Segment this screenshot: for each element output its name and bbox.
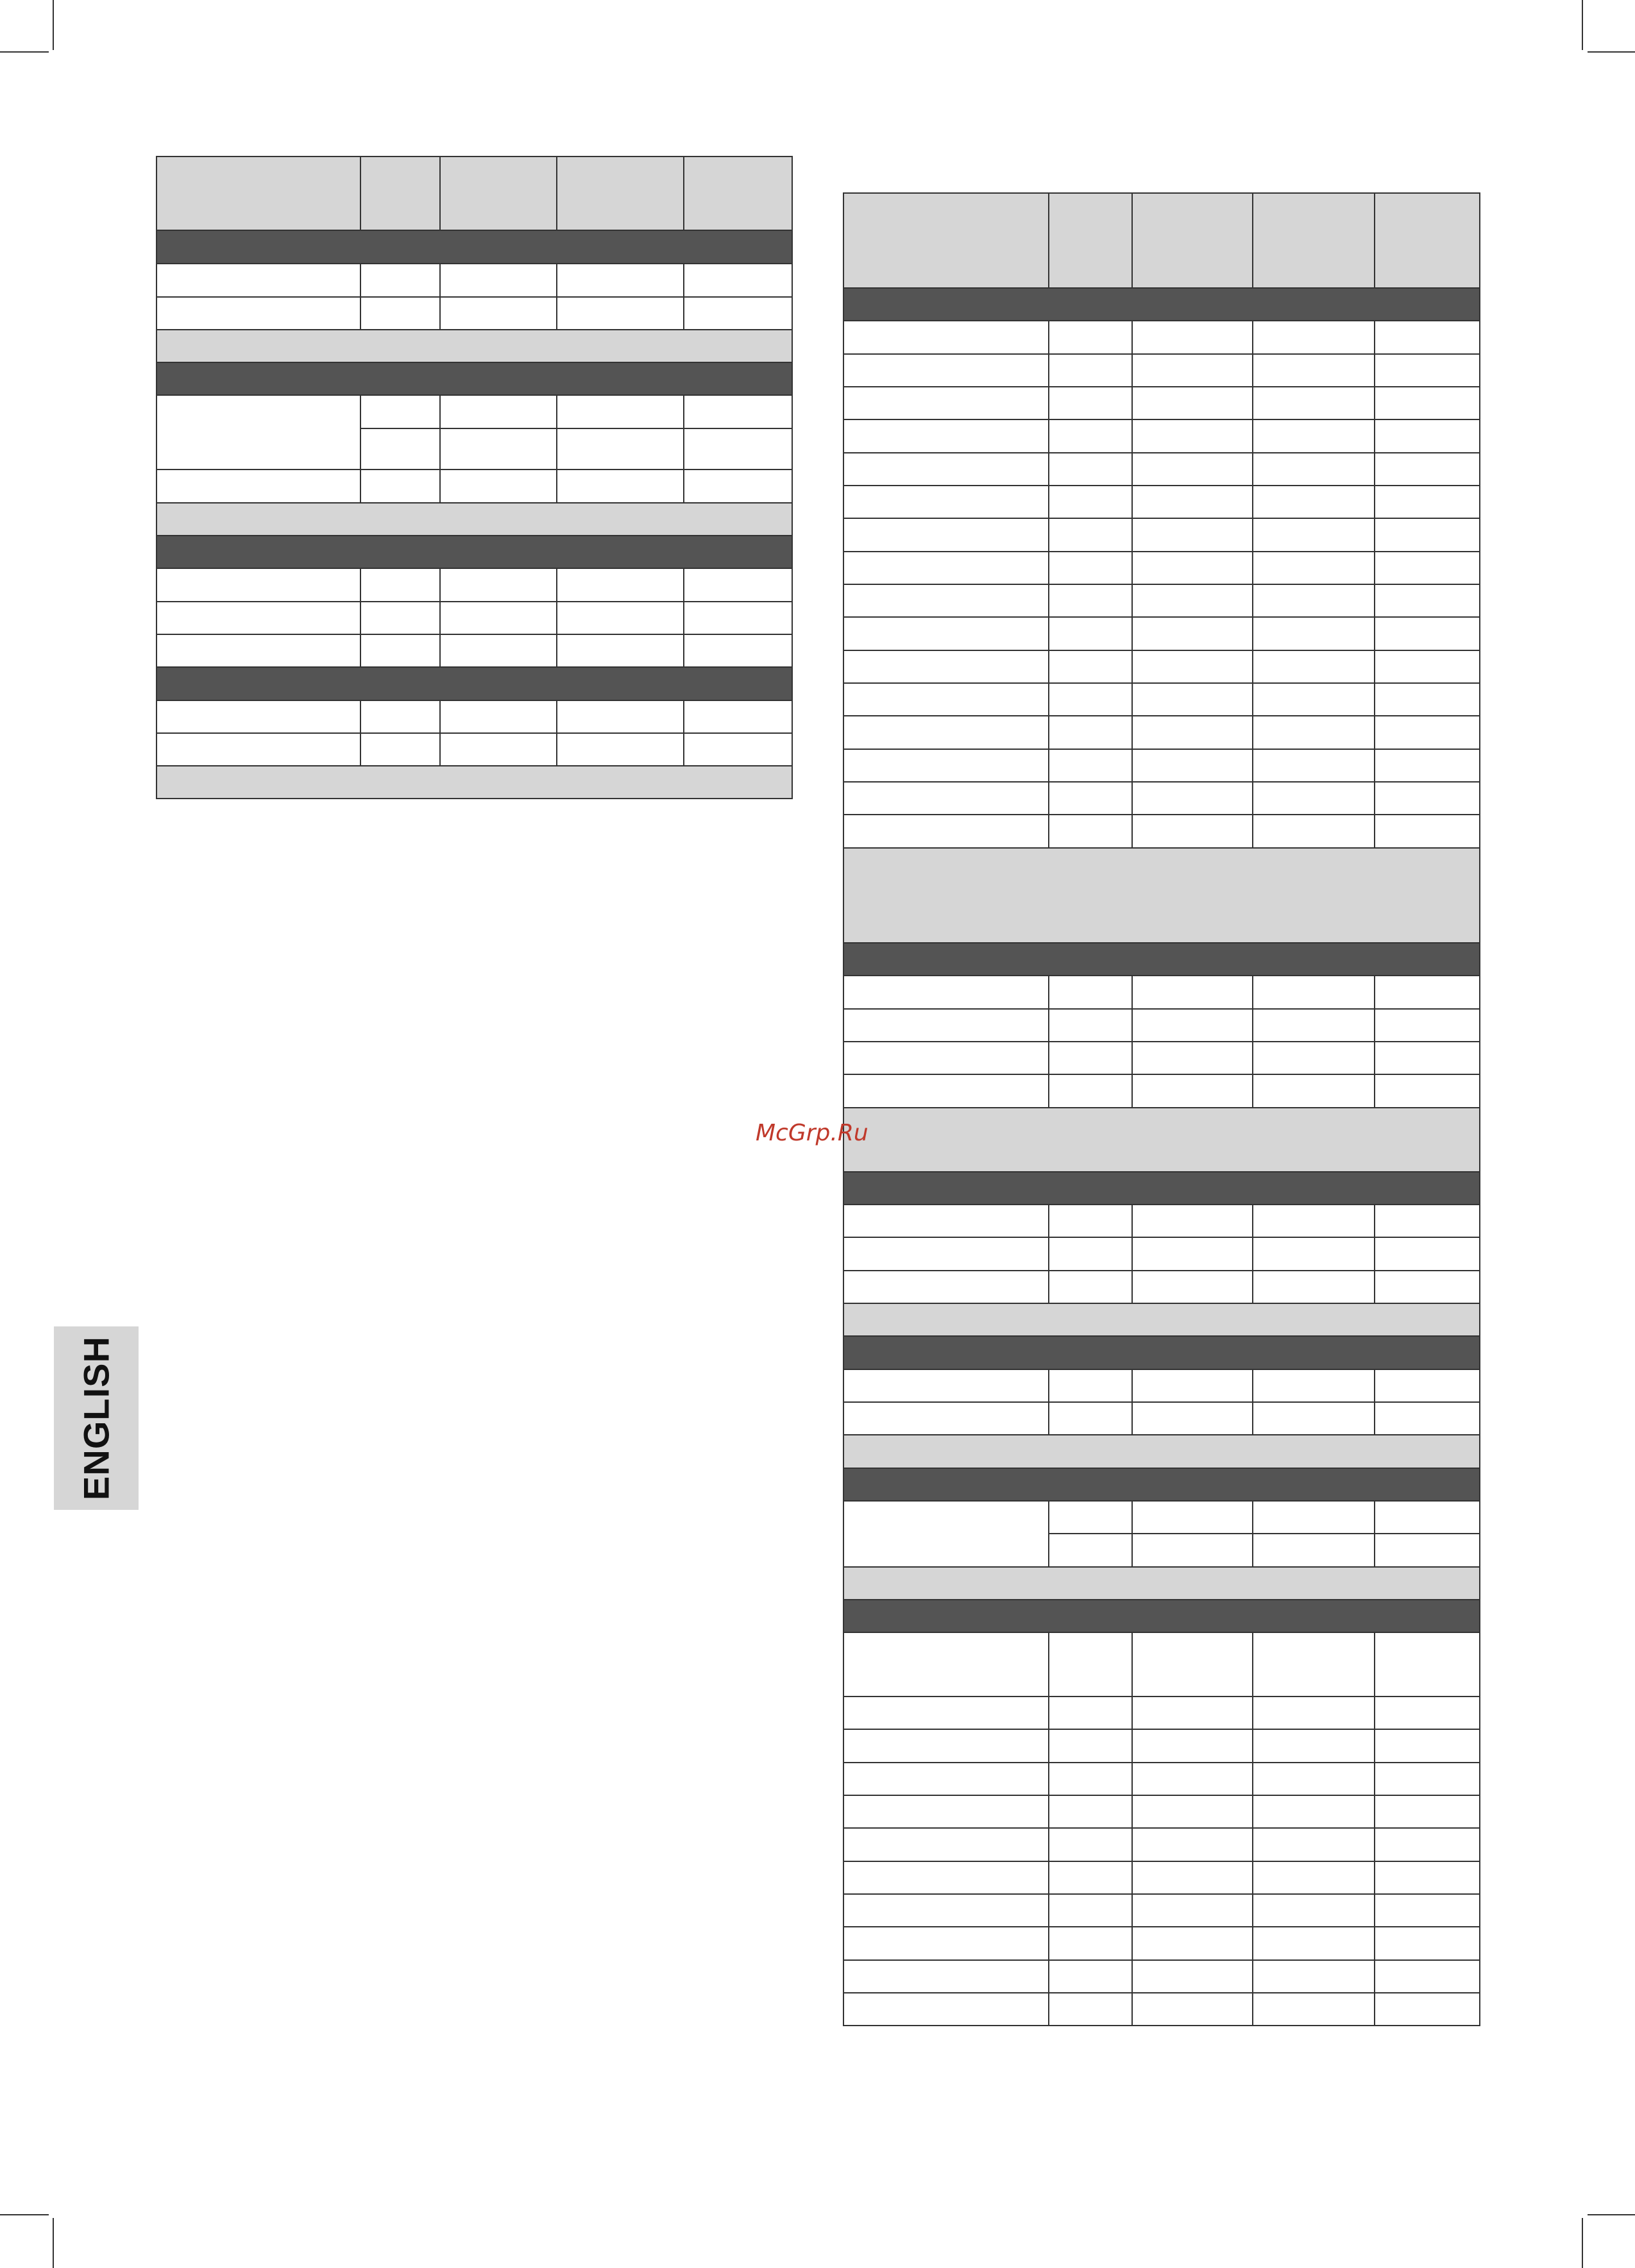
table-row xyxy=(157,470,792,503)
table-row xyxy=(843,782,1480,815)
table-row xyxy=(157,602,792,634)
language-tab-label: ENGLISH xyxy=(76,1336,117,1500)
note-row xyxy=(843,1303,1480,1336)
crop-mark xyxy=(53,2218,54,2268)
table-row xyxy=(843,1763,1480,1795)
crop-mark xyxy=(0,2214,49,2215)
table-row xyxy=(843,976,1480,1009)
table-row xyxy=(843,552,1480,584)
section-header-row xyxy=(157,667,792,700)
table-header-row xyxy=(157,157,792,230)
table-row xyxy=(843,1632,1480,1697)
table-row xyxy=(843,1205,1480,1237)
section-header-row xyxy=(843,1336,1480,1369)
table-row xyxy=(843,815,1480,848)
table-row xyxy=(843,716,1480,749)
crop-mark xyxy=(1588,51,1635,53)
table-row xyxy=(843,1697,1480,1729)
note-row xyxy=(157,503,792,536)
table-row xyxy=(843,683,1480,716)
table-row xyxy=(843,321,1480,354)
table-row xyxy=(843,617,1480,650)
note-row xyxy=(843,1435,1480,1468)
note-row xyxy=(843,1567,1480,1600)
section-header-row xyxy=(843,288,1480,321)
section-header-row xyxy=(157,230,792,264)
section-header-row xyxy=(843,1468,1480,1501)
table-row xyxy=(157,700,792,733)
table-row xyxy=(157,264,792,297)
table-row xyxy=(843,1271,1480,1303)
crop-mark xyxy=(1588,2214,1635,2215)
table-row xyxy=(157,733,792,766)
table-row xyxy=(157,297,792,330)
left-code-table xyxy=(156,156,793,799)
crop-mark xyxy=(1582,0,1583,50)
table-row xyxy=(843,1828,1480,1861)
table-row xyxy=(843,1009,1480,1042)
right-code-table xyxy=(843,192,1480,2026)
table-row xyxy=(843,1960,1480,1993)
table-row xyxy=(843,1993,1480,2026)
table-row xyxy=(843,1729,1480,1763)
table-row xyxy=(843,453,1480,486)
table-row xyxy=(157,634,792,667)
crop-mark xyxy=(53,0,54,50)
watermark: McGrp.Ru xyxy=(756,1120,868,1146)
table-header-row xyxy=(843,193,1480,288)
table-row xyxy=(843,387,1480,419)
table-row xyxy=(843,518,1480,552)
table-row xyxy=(843,584,1480,617)
crop-mark xyxy=(1582,2218,1583,2268)
table-row xyxy=(843,1369,1480,1402)
table-row xyxy=(843,749,1480,782)
section-header-row xyxy=(843,1172,1480,1205)
section-header-row xyxy=(843,943,1480,976)
note-row xyxy=(157,330,792,362)
table-row xyxy=(843,1402,1480,1435)
note-row xyxy=(843,1108,1480,1172)
table-row xyxy=(843,1237,1480,1271)
section-header-row xyxy=(157,536,792,568)
table-row xyxy=(843,354,1480,387)
table-row xyxy=(843,1927,1480,1960)
table-row xyxy=(843,486,1480,518)
table-row xyxy=(843,1795,1480,1828)
table-row xyxy=(843,650,1480,683)
table-row xyxy=(843,1894,1480,1927)
note-row xyxy=(843,848,1480,943)
table-row xyxy=(843,1042,1480,1074)
note-row xyxy=(157,766,792,799)
section-header-row xyxy=(843,1600,1480,1632)
table-row xyxy=(843,1861,1480,1894)
table-row xyxy=(843,419,1480,453)
table-row xyxy=(843,1501,1480,1534)
language-tab xyxy=(54,1326,139,1510)
table-row xyxy=(843,1074,1480,1108)
table-row xyxy=(157,395,792,428)
crop-mark xyxy=(0,51,49,53)
table-row xyxy=(157,568,792,602)
section-header-row xyxy=(157,362,792,395)
